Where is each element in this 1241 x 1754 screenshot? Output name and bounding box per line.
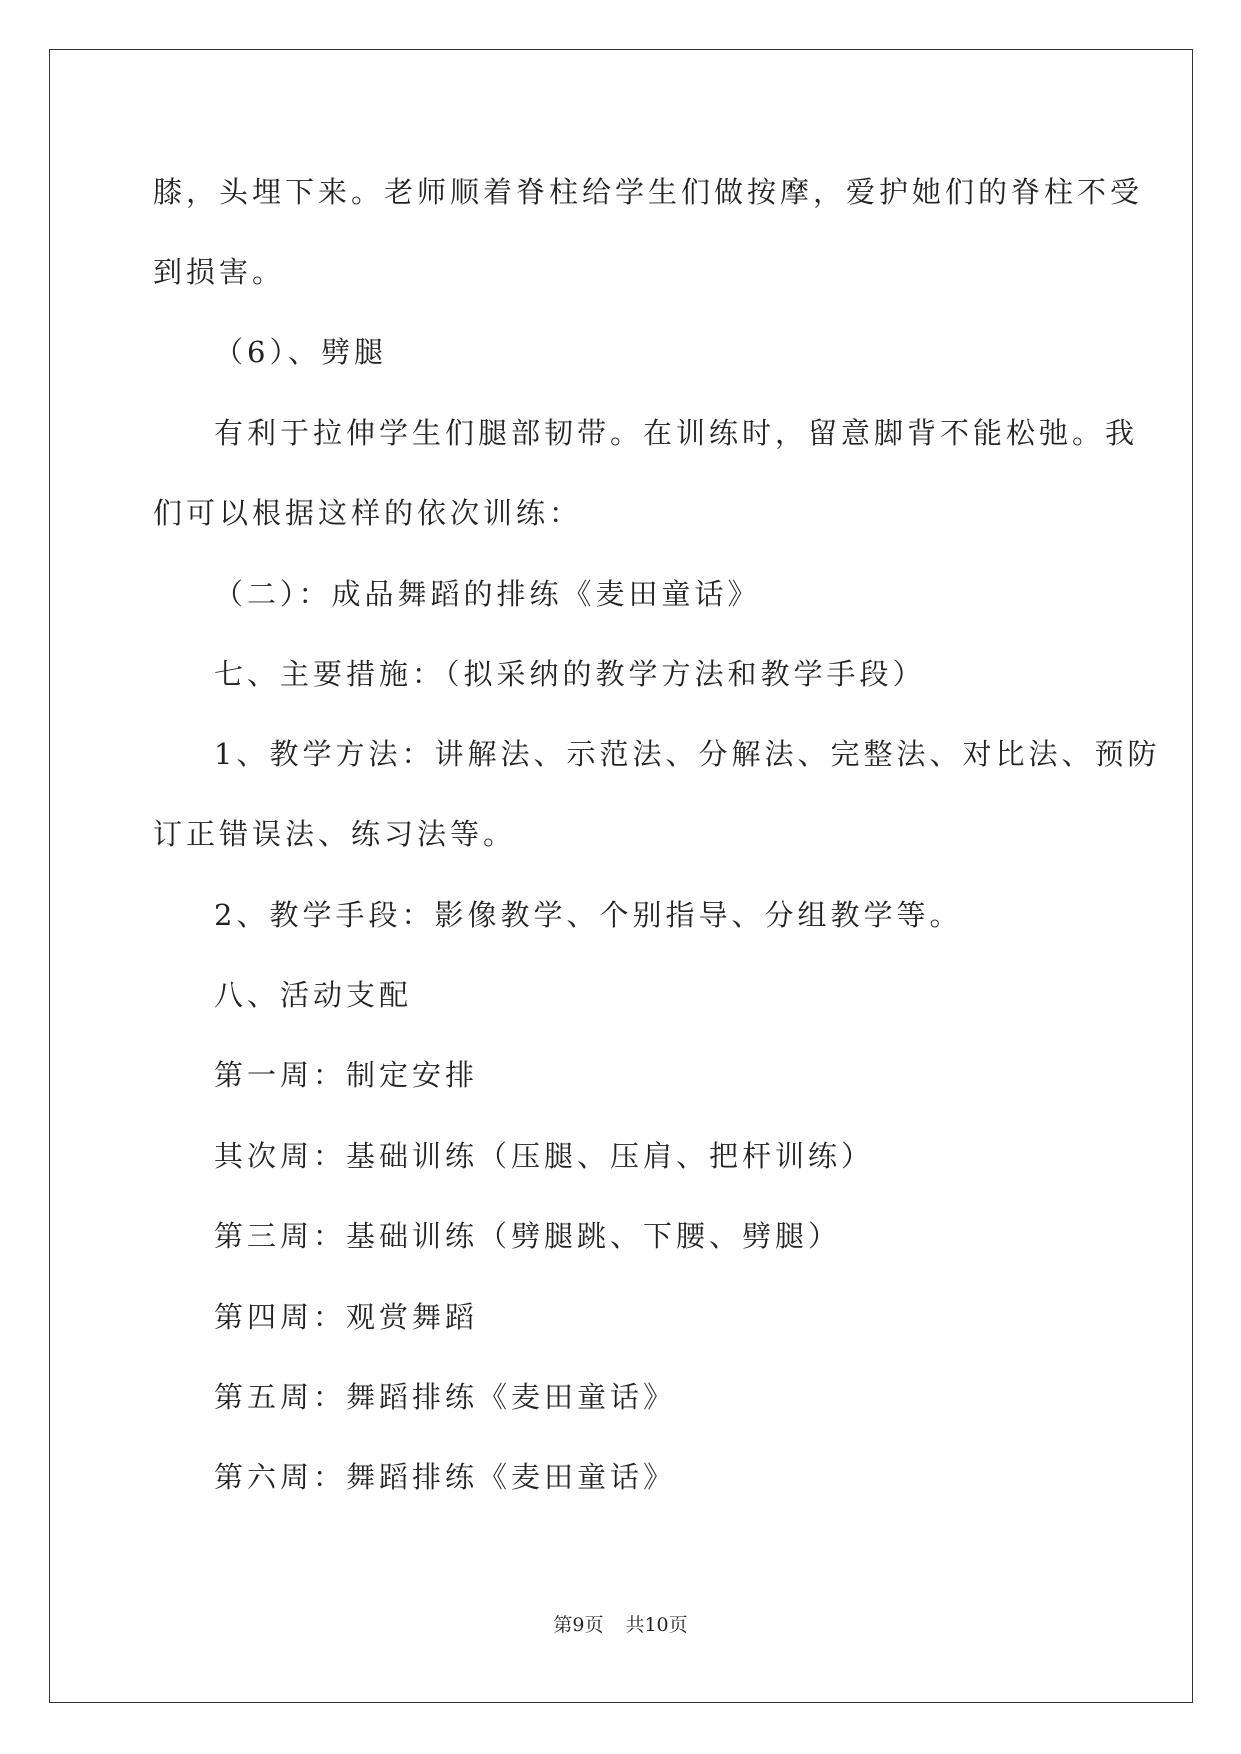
section-heading: 七、主要措施：（拟采纳的教学方法和教学手段）	[214, 657, 926, 691]
paragraph-line: 2、教学手段：影像教学、个别指导、分组教学等。	[214, 898, 963, 932]
page-total: 共10页	[625, 1614, 688, 1636]
paragraph-line: 们可以根据这样的依次训练：	[153, 496, 583, 530]
page-number: 第9页	[553, 1614, 604, 1636]
page-footer	[0, 1612, 1241, 1638]
paragraph-line: 有利于拉伸学生们腿部韧带。在训练时，留意脚背不能松弛。我	[214, 416, 1139, 450]
schedule-item: 第五周：舞蹈排练《麦田童话》	[214, 1380, 677, 1414]
paragraph-line: 到损害。	[153, 255, 286, 289]
schedule-item: 第六周：舞蹈排练《麦田童话》	[214, 1460, 677, 1494]
schedule-item: 其次周：基础训练（压腿、压肩、把杆训练）	[214, 1139, 875, 1173]
schedule-item: 第四周：观赏舞蹈	[214, 1300, 479, 1334]
schedule-item: 第一周：制定安排	[214, 1058, 479, 1092]
schedule-item: 第三周：基础训练（劈腿跳、下腰、劈腿）	[214, 1219, 842, 1253]
paragraph-line: 1、教学方法：讲解法、示范法、分解法、完整法、对比法、预防	[214, 737, 1161, 771]
page-border	[49, 49, 1193, 1703]
section-heading: 八、活动支配	[214, 978, 413, 1012]
paragraph-line: 订正错误法、练习法等。	[153, 817, 517, 851]
paragraph-line: 膝，头埋下来。老师顺着脊柱给学生们做按摩，爱护她们的脊柱不受	[153, 175, 1144, 209]
section-heading: （6）、劈腿	[214, 335, 387, 369]
section-heading: （二）：成品舞蹈的排练《麦田童话》	[214, 577, 761, 611]
